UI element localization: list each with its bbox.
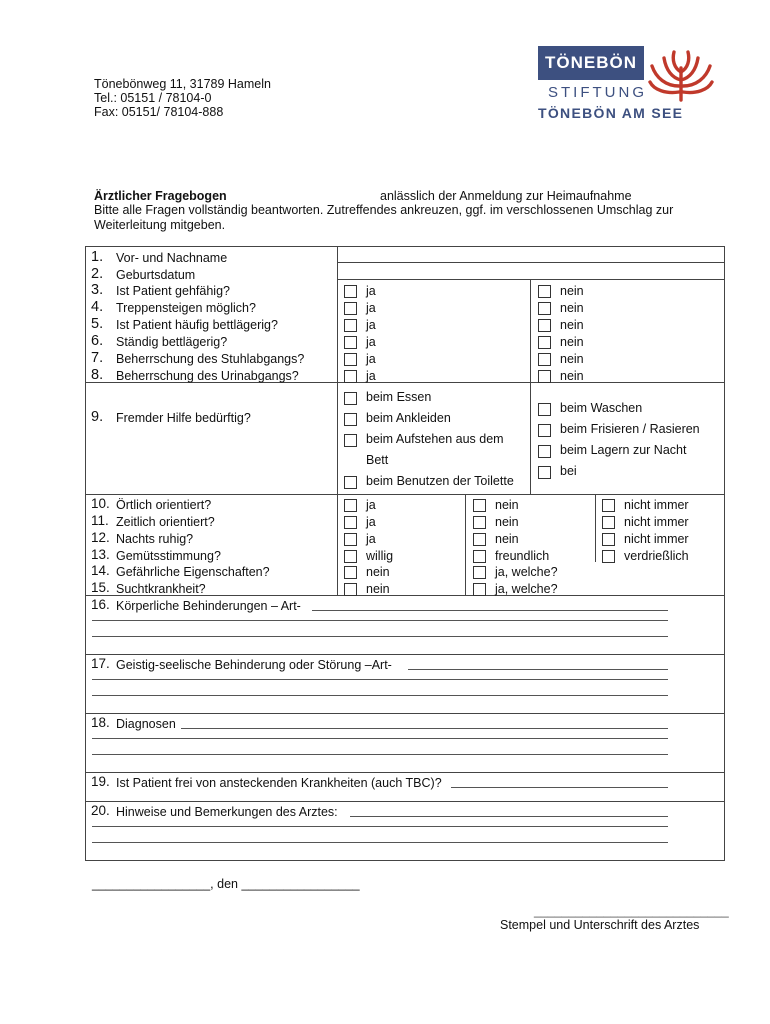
no-checkbox[interactable] [538,370,551,383]
yes-checkbox[interactable] [344,353,357,366]
row-number: 7. [91,350,104,366]
question-label: Hinweise und Bemerkungen des Arztes: [116,805,338,819]
option-a-checkbox[interactable] [344,516,357,529]
row-label: Gefährliche Eigenschaften? [116,565,270,579]
no-label: nein [560,352,584,366]
logo-place: TÖNEBÖN AM SEE [538,105,684,121]
help-option-label: beim Essen [366,390,432,404]
option-a-label: ja [366,532,376,546]
no-label: nein [560,284,584,298]
row-number: 10. [91,496,110,511]
option-b-label: ja, welche? [495,582,558,596]
logo [538,46,716,124]
option-b-checkbox[interactable] [473,533,486,546]
answer-line[interactable] [92,679,668,680]
row-label: Örtlich orientiert? [116,498,212,512]
help-checkbox[interactable] [538,445,551,458]
answer-line[interactable] [312,610,668,611]
help-option-label: beim Frisieren / Rasieren [560,422,700,436]
help-checkbox[interactable] [344,434,357,447]
questionnaire-form [85,246,725,861]
no-label: nein [560,318,584,332]
option-a-checkbox[interactable] [344,533,357,546]
option-a-checkbox[interactable] [344,499,357,512]
row-label: Suchtkrankheit? [116,582,206,596]
row-number: 6. [91,333,104,349]
option-a-label: nein [366,565,390,579]
help-option-label: beim Lagern zur Nacht [560,443,687,457]
yes-label: ja [366,301,376,315]
no-label: nein [560,335,584,349]
option-b-checkbox[interactable] [473,550,486,563]
option-c-checkbox[interactable] [602,499,615,512]
no-label: nein [560,369,584,383]
signature-line[interactable]: ____________________________ [534,904,729,918]
option-c-label: nicht immer [624,532,689,546]
yes-label: ja [366,318,376,332]
answer-line[interactable] [92,620,668,621]
row-number: 14. [91,563,110,578]
yes-checkbox[interactable] [344,285,357,298]
no-checkbox[interactable] [538,336,551,349]
help-option-label: beim Aufstehen aus dem [366,432,504,446]
help-checkbox[interactable] [538,466,551,479]
answer-line[interactable] [451,787,668,788]
answer-line[interactable] [350,816,668,817]
row-number: 2. [91,266,104,282]
row-label: Treppensteigen möglich? [116,301,256,315]
yes-label: ja [366,335,376,349]
no-checkbox[interactable] [538,353,551,366]
answer-line[interactable] [181,728,668,729]
option-b-label: nein [495,532,519,546]
yes-checkbox[interactable] [344,302,357,315]
row-number: 8. [91,367,104,383]
option-c-checkbox[interactable] [602,533,615,546]
option-a-label: nein [366,582,390,596]
row-number: 12. [91,530,110,545]
option-b-checkbox[interactable] [473,516,486,529]
question-number: 16. [91,597,110,612]
row-label: Gemütsstimmung? [116,549,221,563]
row-label: Ist Patient gehfähig? [116,284,230,298]
address-fax: Fax: 05151/ 78104-888 [94,105,224,119]
yes-checkbox[interactable] [344,370,357,383]
answer-line[interactable] [92,738,668,739]
row-number: 4. [91,299,104,315]
no-checkbox[interactable] [538,302,551,315]
address-street: Tönebönweg 11, 31789 Hameln [94,77,271,91]
address-phone: Tel.: 05151 / 78104-0 [94,91,212,105]
help-checkbox[interactable] [538,403,551,416]
help-option-label: bei [560,464,577,478]
q9-label: Fremder Hilfe bedürftig? [116,411,251,425]
option-c-label: nicht immer [624,515,689,529]
answer-line[interactable] [408,669,668,670]
answer-line[interactable] [92,754,668,755]
option-a-label: willig [366,549,394,563]
answer-line[interactable] [92,636,668,637]
logo-subtitle: STIFTUNG [548,84,647,101]
option-c-label: nicht immer [624,498,689,512]
question-number: 18. [91,715,110,730]
option-a-checkbox[interactable] [344,550,357,563]
help-option-label: beim Benutzen der Toilette [366,474,514,488]
help-option-label: beim Ankleiden [366,411,451,425]
yes-checkbox[interactable] [344,336,357,349]
option-b-label: nein [495,515,519,529]
yes-label: ja [366,352,376,366]
row-number: 11. [91,513,109,528]
row-number: 3. [91,282,104,298]
option-b-checkbox[interactable] [473,583,486,596]
option-a-label: ja [366,515,376,529]
answer-line[interactable] [92,695,668,696]
no-label: nein [560,301,584,315]
option-a-label: ja [366,498,376,512]
yes-label: ja [366,369,376,383]
q9-number: 9. [91,409,104,425]
help-option-label: Bett [366,453,389,467]
help-checkbox[interactable] [344,476,357,489]
row-label: Geburtsdatum [116,268,196,282]
place-date-line[interactable]: _________________, den _________________ [92,877,360,891]
answer-line[interactable] [92,826,668,827]
option-a-checkbox[interactable] [344,566,357,579]
option-b-label: nein [495,498,519,512]
question-label: Diagnosen [116,717,176,731]
yes-checkbox[interactable] [344,319,357,332]
option-c-label: verdrießlich [624,549,689,563]
option-c-checkbox[interactable] [602,550,615,563]
row-number: 13. [91,547,110,562]
option-b-label: ja, welche? [495,565,558,579]
form-subtitle: anlässlich der Anmeldung zur Heimaufnahme [380,189,632,203]
row-label: Nachts ruhig? [116,532,194,546]
row-label: Ständig bettlägerig? [116,335,228,349]
row-label: Zeitlich orientiert? [116,515,215,529]
question-number: 19. [91,774,110,789]
tree-icon [648,50,714,102]
question-label: Geistig-seelische Behinderung oder Störung –Art- [116,658,392,672]
form-instructions: Bitte alle Fragen vollständig beantworten. Zutreffendes ankreuzen, ggf. im verschlossenen Umschlag zur Weiterleitung mitgeben. [94,203,674,232]
row-label: Ist Patient häufig bettlägerig? [116,318,278,332]
option-a-checkbox[interactable] [344,583,357,596]
help-option-label: beim Waschen [560,401,643,415]
no-checkbox[interactable] [538,285,551,298]
intro [94,189,724,232]
form-title: Ärztlicher Fragebogen [94,189,227,203]
help-checkbox[interactable] [538,424,551,437]
answer-line[interactable] [92,842,668,843]
help-checkbox[interactable] [344,413,357,426]
logo-title: TÖNEBÖN [538,46,644,80]
question-label: Körperliche Behinderungen – Art- [116,599,301,613]
row-number: 1. [91,249,104,265]
row-label: Beherrschung des Stuhlabgangs? [116,352,305,366]
row-number: 5. [91,316,104,332]
question-number: 17. [91,656,110,671]
no-checkbox[interactable] [538,319,551,332]
option-b-label: freundlich [495,549,550,563]
question-number: 20. [91,803,110,818]
address-block [94,77,271,119]
row-label: Beherrschung des Urinabgangs? [116,369,299,383]
help-checkbox[interactable] [344,392,357,405]
question-label: Ist Patient frei von ansteckenden Krankheiten (auch TBC)? [116,776,442,790]
option-b-checkbox[interactable] [473,566,486,579]
row-label: Vor- und Nachname [116,251,228,265]
signature-label: Stempel und Unterschrift des Arztes [500,918,700,932]
yes-label: ja [366,284,376,298]
option-b-checkbox[interactable] [473,499,486,512]
row-number: 15. [91,580,110,595]
option-c-checkbox[interactable] [602,516,615,529]
